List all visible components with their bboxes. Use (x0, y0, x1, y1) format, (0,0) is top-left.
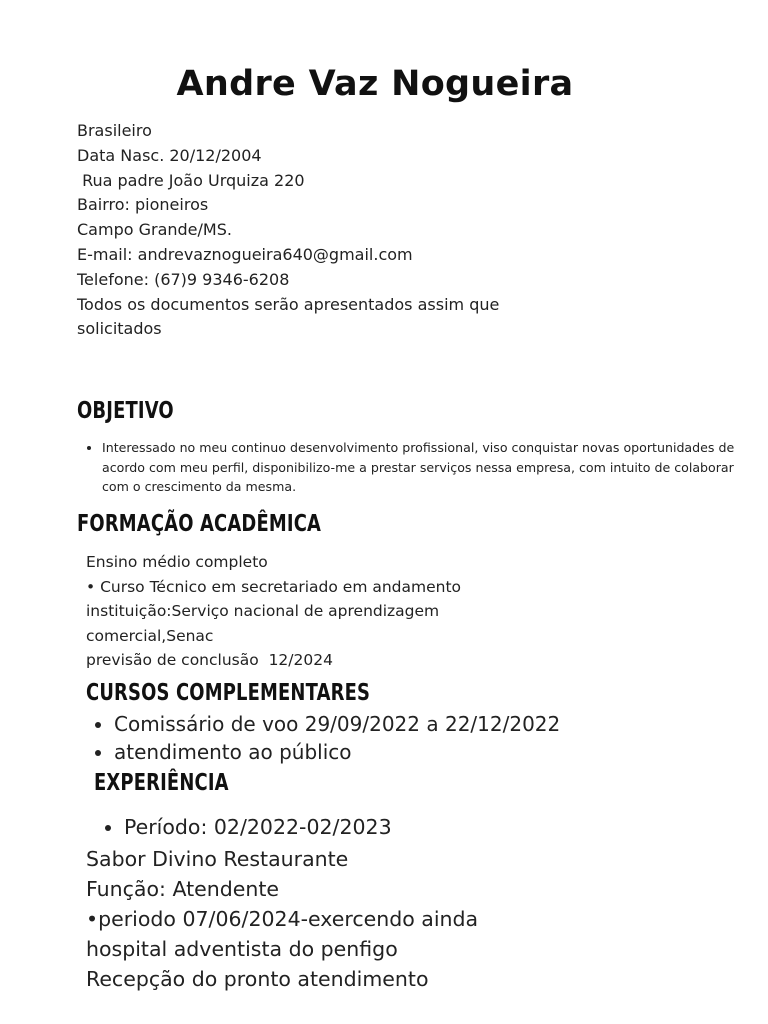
objetivo-heading: OBJETIVO (77, 398, 174, 424)
street-address: Rua padre João Urquiza 220 (77, 170, 305, 190)
personal-info (77, 119, 547, 342)
cursos-heading: CURSOS COMPLEMENTARES (86, 680, 371, 706)
experiencia-list (96, 813, 392, 842)
experiencia-line: hospital adventista do penfigo (86, 937, 398, 961)
email: E-mail: andrevaznogueira640@gmail.com (77, 244, 413, 264)
experiencia-line: •periodo 07/06/2024-exercendo ainda (86, 907, 479, 931)
nationality: Brasileiro (77, 121, 152, 140)
formacao-line: comercial,Senac (86, 626, 214, 645)
experiencia-details (86, 844, 606, 994)
phone: Telefone: (67)9 9346-6208 (77, 269, 290, 289)
experiencia-period: • Período: 02/2022-02/2023 (124, 813, 392, 842)
birth-date: Data Nasc. 20/12/2004 (77, 145, 262, 165)
formacao-line: previsão de conclusão 12/2024 (86, 651, 333, 669)
experiencia-line: Recepção do pronto atendimento (86, 967, 429, 991)
curso-item: • Comissário de voo 29/09/2022 a 22/12/2022 (114, 710, 560, 738)
formacao-details (86, 550, 506, 673)
neighborhood: Bairro: pioneiros (77, 195, 209, 215)
experiencia-line: Sabor Divino Restaurante (86, 847, 349, 871)
documents-note: Todos os documentos serão apresentados assim que solicitados (77, 294, 500, 339)
formacao-line: • Curso Técnico em secretariado em andamento (86, 577, 462, 596)
formacao-line: Ensino médio completo (86, 553, 268, 571)
curso-item: • atendimento ao público (114, 738, 560, 766)
objetivo-list (77, 438, 742, 497)
candidate-name: Andre Vaz Nogueira (176, 64, 574, 104)
cursos-list (86, 710, 560, 766)
objetivo-item: • Interessado no meu continuo desenvolvimento profissional, viso conquistar novas oportunidades de acordo com meu perfil, disponibilizo-me a prestar serviços nessa empresa, com intuito de colaborar com o crescimento da mesma. (102, 438, 742, 497)
city: Campo Grande/MS. (77, 220, 232, 240)
experiencia-line: Função: Atendente (86, 877, 280, 901)
experiencia-heading: EXPERIÊNCIA (94, 770, 229, 796)
formacao-heading: FORMAÇÃO ACADÊMICA (77, 511, 322, 537)
formacao-line: instituição:Serviço nacional de aprendizagem (86, 602, 440, 620)
